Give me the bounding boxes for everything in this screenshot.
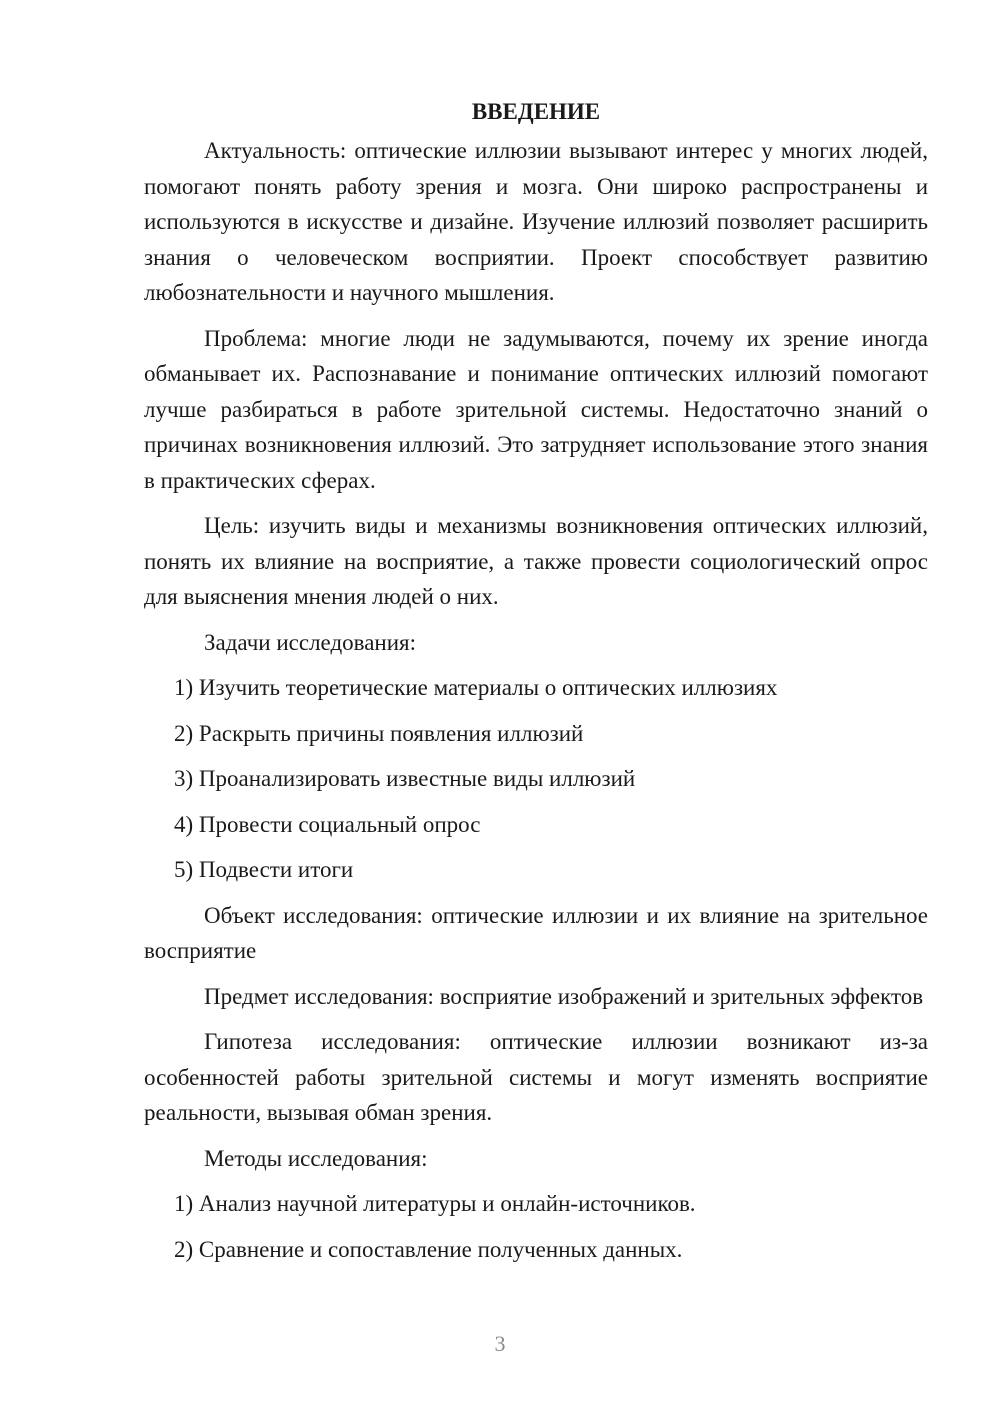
- list-item: 3) Проанализировать известные виды иллюзий: [174, 766, 636, 791]
- methods-heading: Методы исследования:: [204, 1145, 428, 1171]
- hypothesis-paragraph: Гипотеза исследования: оптические иллюзии возникают из-за особенностей работы зрительной системы и могут изменять восприятие реальности, вызывая обман зрения.: [144, 1029, 928, 1125]
- goal-paragraph: Цель: изучить виды и механизмы возникновения оптических иллюзий, понять их влияние на восприятие, а также провести социологический опрос для выяснения мнения людей о них.: [144, 513, 928, 609]
- object-paragraph: Объект исследования: оптические иллюзии и их влияние на зрительное восприятие: [144, 902, 928, 963]
- list-item: 5) Подвести итоги: [174, 857, 354, 882]
- tasks-heading: Задачи исследования:: [204, 629, 417, 655]
- relevance-paragraph: Актуальность: оптические иллюзии вызывают интерес у многих людей, помогают понять работу зрения и мозга. Они широко распространены и используются в искусстве и дизайне. Изучение иллюзий позволяет расширить знания о человеческом восприятии. Проект способствует развитию любознательности и научного мышления.: [144, 138, 928, 305]
- document-page: [144, 94, 928, 1277]
- list-item: 4) Провести социальный опрос: [174, 811, 481, 837]
- list-item: 1) Изучить теоретические материалы о оптических иллюзиях: [174, 675, 778, 700]
- list-item: 1) Анализ научной литературы и онлайн-источников.: [174, 1191, 696, 1216]
- page-number: 3: [494, 1331, 506, 1356]
- methods-list: [144, 1186, 928, 1267]
- tasks-list: [144, 670, 928, 888]
- problem-paragraph: Проблема: многие люди не задумываются, почему их зрение иногда обманывает их. Распознавание и понимание оптических иллюзий помогают лучше разбираться в работе зрительной системы. Недостаточно знаний о причинах возникновения иллюзий. Это затрудняет использование этого знания в практических сферах.: [144, 325, 928, 493]
- list-item: 2) Раскрыть причины появления иллюзий: [174, 720, 584, 746]
- section-title: ВВЕДЕНИЕ: [471, 99, 601, 124]
- subject-paragraph: Предмет исследования: восприятие изображений и зрительных эффектов: [204, 983, 924, 1009]
- list-item: 2) Сравнение и сопоставление полученных данных.: [174, 1236, 683, 1262]
